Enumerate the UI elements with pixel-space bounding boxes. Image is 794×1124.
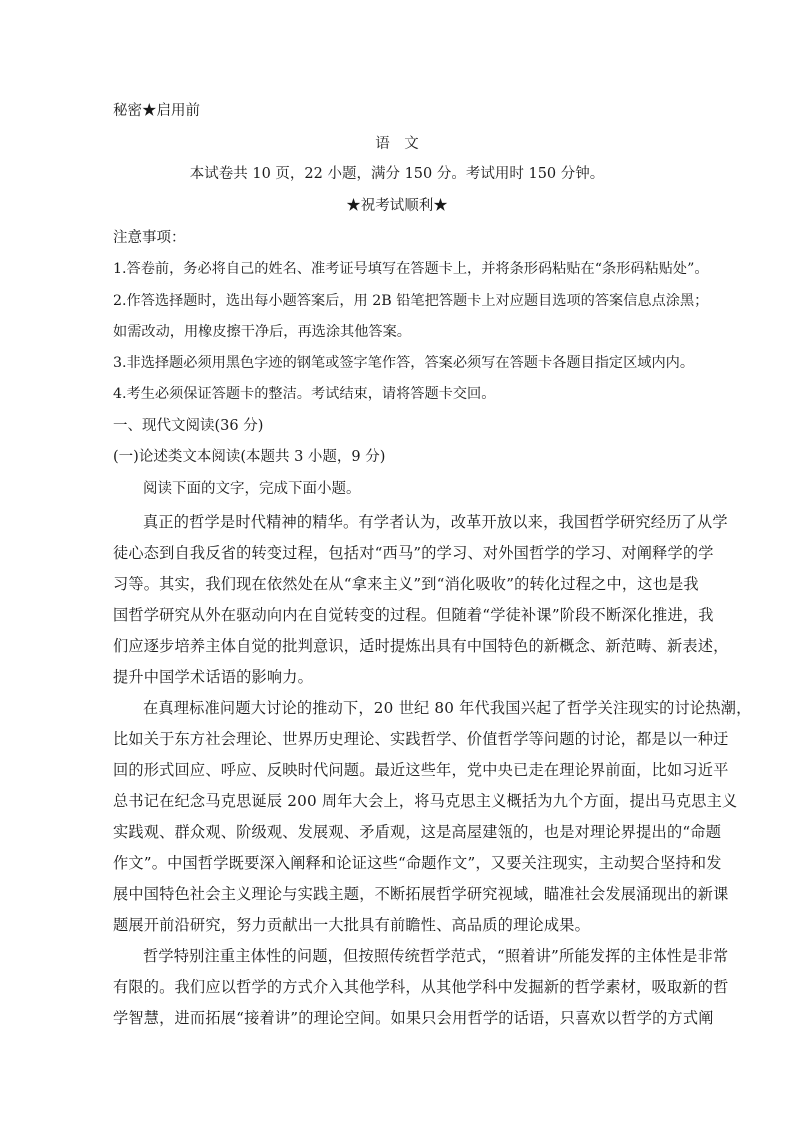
passage-line: 在真理标准问题大讨论的推动下，20 世纪 80 年代我国兴起了哲学关注现实的讨论热潮， bbox=[143, 699, 752, 717]
passage-line: 们应逐步培养主体自觉的批判意识，适时提炼出具有中国特色的新概念、新范畴、新表述， bbox=[113, 637, 729, 655]
passage-line: 实践观、群众观、阶级观、发展观、矛盾观，这是高屋建瓴的，也是对理论界提出的“命题 bbox=[113, 823, 722, 841]
notice-title: 注意事项： bbox=[113, 230, 186, 246]
passage-line: 作文”。中国哲学既要深入阐释和论证这些“命题作文”，又要关注现实，主动契合坚持和发 bbox=[113, 854, 722, 872]
passage-line: 有限的。我们应以哲学的方式介入其他学科，从其他学科中发掘新的哲学素材，吸取新的哲 bbox=[113, 978, 729, 996]
passage-line: 哲学特别注重主体性的问题，但按照传统哲学范式，“照着讲”所能发挥的主体性是非常 bbox=[143, 947, 729, 965]
passage-line: 习等。其实，我们现在依然处在从“拿来主义”到“消化吸收”的转化过程之中，这也是我 bbox=[113, 575, 699, 593]
exam-info: 本试卷共 10 页，22 小题，满分 150 分。考试用时 150 分钟。 bbox=[189, 166, 605, 182]
passage-line: 总书记在纪念马克思诞辰 200 周年大会上，将马克思主义概括为九个方面，提出马克思主义 bbox=[113, 792, 738, 810]
passage-line: 真正的哲学是时代精神的精华。有学者认为，改革开放以来，我国哲学研究经历了从学 bbox=[143, 513, 728, 531]
passage-line: 比如关于东方社会理论、世界历史理论、实践哲学、价值哲学等问题的讨论，都是以一种迂 bbox=[113, 730, 729, 748]
confidential-label: 秘密★启用前 bbox=[113, 103, 200, 119]
passage-line: 展中国特色社会主义理论与实践主题，不断拓展哲学研究视域，瞄准社会发展涌现出的新课 bbox=[113, 885, 729, 903]
section-title: 一、现代文阅读(36 分) bbox=[113, 418, 264, 434]
passage-line: 题展开前沿研究，努力贡献出一大批具有前瞻性、高品质的理论成果。 bbox=[113, 916, 591, 934]
good-luck-line: ★祝考试顺利★ bbox=[346, 198, 448, 214]
notice-item: 如需改动，用橡皮擦干净后，再选涂其他答案。 bbox=[113, 324, 411, 340]
notice-item: 1.答卷前，务必将自己的姓名、准考证号填写在答题卡上，并将条形码粘贴在“条形码粘贴处”。 bbox=[113, 261, 709, 277]
section-subtitle: (一)论述类文本阅读(本题共 3 小题，9 分) bbox=[113, 449, 386, 465]
reading-instruction: 阅读下面的文字，完成下面小题。 bbox=[143, 481, 361, 497]
notice-item: 2.作答选择题时，选出每小题答案后，用 2B 铅笔把答题卡上对应题目选项的答案信息点涂黑； bbox=[113, 293, 709, 309]
passage-line: 徒心态到自我反省的转变过程，包括对“西马”的学习、对外国哲学的学习、对阐释学的学 bbox=[113, 544, 714, 562]
notice-item: 4.考生必须保证答题卡的整洁。考试结束，请将答题卡交回。 bbox=[113, 386, 496, 402]
passage-line: 国哲学研究从外在驱动向内在自觉转变的过程。但随着“学徒补课”阶段不断深化推进，我 bbox=[113, 606, 714, 624]
subject-title: 语 文 bbox=[375, 136, 419, 152]
passage-line: 回的形式回应、呼应、反映时代问题。最近这些年，党中央已走在理论界前面，比如习近平 bbox=[113, 761, 729, 779]
passage-line: 提升中国学术话语的影响力。 bbox=[113, 668, 314, 686]
notice-item: 3.非选择题必须用黑色字迹的钢笔或签字笔作答，答案必须写在答题卡各题目指定区域内内。 bbox=[113, 355, 695, 371]
passage-line: 学智慧，进而拓展“接着讲”的理论空间。如果只会用哲学的话语，只喜欢以哲学的方式阐 bbox=[113, 1009, 714, 1027]
